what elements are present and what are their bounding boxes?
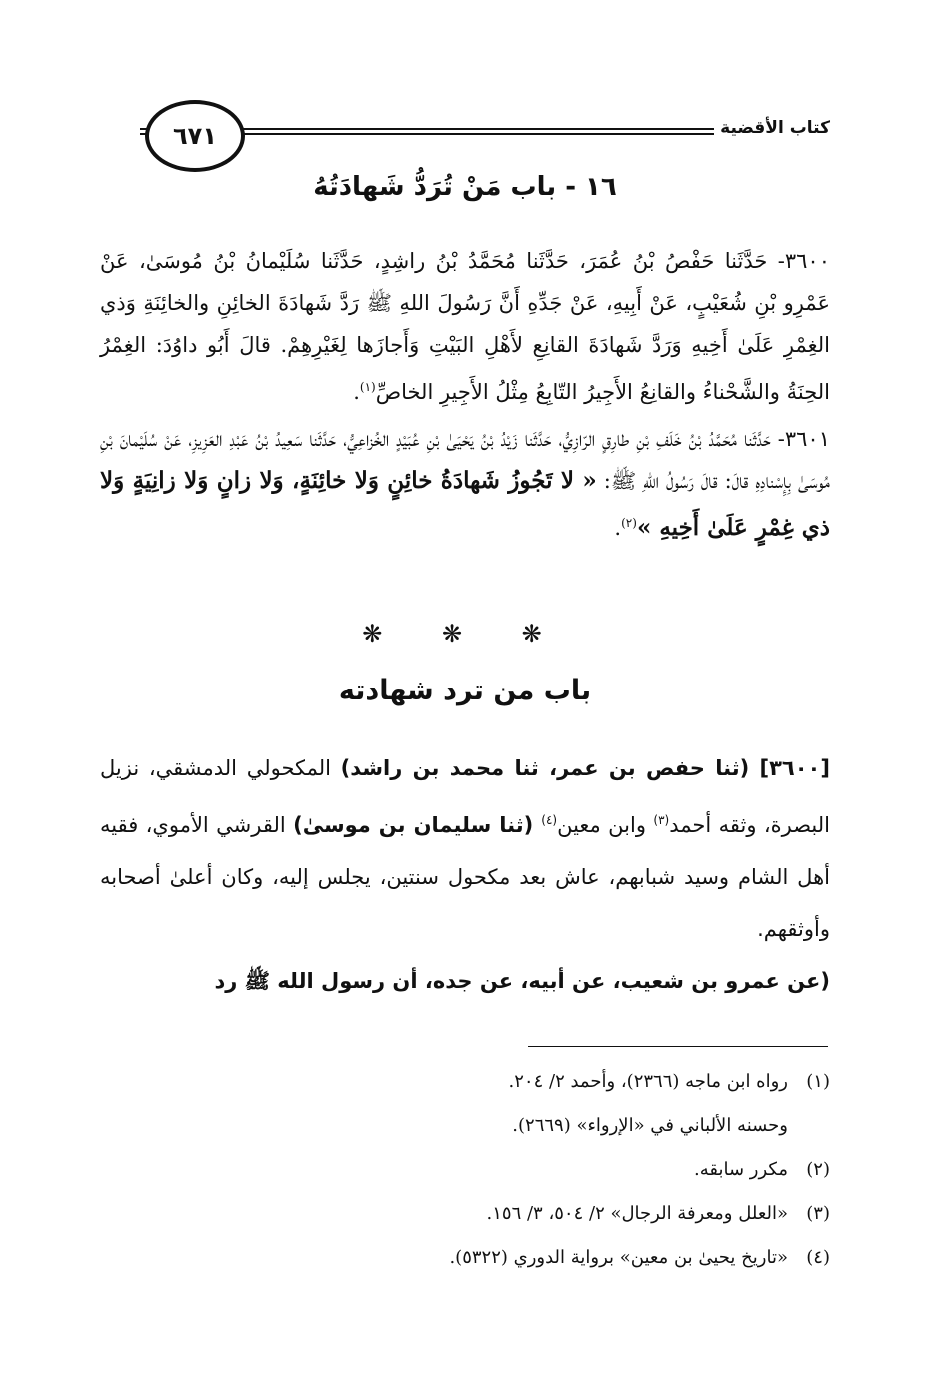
- footnote-4: [100, 1236, 830, 1280]
- footnotes: [100, 1060, 830, 1280]
- footnote-text: مكرر سابقه.: [694, 1159, 788, 1180]
- footnote-text: «تاريخ يحيىٰ بن معين» برواية الدوري (٥٣٢٢).: [449, 1247, 788, 1268]
- footnote-text: «العلل ومعرفة الرجال» ٢/ ٥٠٤، ٣/ ١٥٦.: [486, 1203, 788, 1224]
- page-number: ٦٧١: [145, 100, 245, 172]
- footnote-1-continued: [100, 1104, 830, 1148]
- hadith-3601-quote: « لا تَجُوزُ شَهادَةُ خائِنٍ وَلا خائِنَةٍ، وَلا زانٍ وَلا زانِيَةٍ وَلا ذي غِمْرٍ عَلَىٰ أَخِيهِ »: [100, 467, 830, 541]
- header-book-title: كتاب الأقضية: [714, 118, 830, 138]
- commentary-isnad-3: (عن عمرو بن شعيب، عن أبيه، عن جده، أن رسول الله ﷺ رد: [214, 969, 830, 993]
- footnote-ref-3: (٣): [653, 813, 670, 827]
- chapter-title: ١٦ - باب مَنْ تُرَدُّ شَهادَتُهُ: [313, 172, 617, 202]
- hadith-3600: ٣٦٠٠- حَدَّثَنا حَفْصُ بْنُ عُمَرَ، حَدَّثَنا مُحَمَّدُ بْنُ راشِدٍ، حَدَّثَنا سُلَيْمانُ بْنُ مُوسَىٰ، عَنْ عَمْرِو بْنِ شُعَيْبٍ، عَنْ أَبِيهِ، عَنْ جَدِّهِ أَنَّ رَسُولَ اللهِ ﷺ رَدَّ شَهادَةَ الخائِنِ والخائِنَةِ وَذي الغِمْرِ عَلَىٰ أَخِيهِ وَرَدَّ شَهادَةَ القانِعِ لأَهْلِ البَيْتِ وَأَجازَها لِغَيْرِهِمْ. قالَ أَبُو داوُدَ: الغِمْرُ الحِنَةُ والشَّحْناءُ والقانِعُ الأَجِيرُ التّابِعُ مِثْلُ الأَجِيرِ الخاصِّ$^{(١)}$.: [100, 249, 830, 404]
- footnote-text: وحسنه الألباني في «الإرواء» (٢٦٦٩).: [512, 1115, 788, 1136]
- footnote-ref-1: (١): [359, 380, 376, 394]
- commentary-isnad-2: (ثنا سليمان بن موسىٰ): [293, 813, 542, 837]
- footnote-1: [100, 1060, 830, 1104]
- section-separator: ❋ ❋ ❋: [362, 620, 568, 648]
- footnote-rule: [528, 1046, 828, 1047]
- footnote-3: [100, 1192, 830, 1236]
- commentary-text-b: وابن معين: [557, 813, 654, 837]
- section-title: باب من ترد شهادته: [338, 675, 592, 706]
- running-header: [100, 100, 830, 170]
- footnote-number: (٣): [806, 1203, 830, 1224]
- footnote-text: رواه ابن ماجه (٢٣٦٦)، وأحمد ٢/ ٢٠٤.: [508, 1071, 788, 1092]
- commentary-paragraph-1: [100, 742, 830, 955]
- footnote-number: (١): [806, 1071, 830, 1092]
- hadith-3600-text: ٣٦٠٠- حَدَّثَنا حَفْصُ بْنُ عُمَرَ، حَدَّثَنا مُحَمَّدُ بْنُ راشِدٍ، حَدَّثَنا سُلَيْمانُ بْنُ مُوسَىٰ، عَنْ عَمْرِو بْنِ شُعَيْبٍ، عَنْ أَبِيهِ، عَنْ جَدِّهِ أَنَّ رَسُولَ اللهِ ﷺ رَدَّ شَهادَةَ الخائِنِ والخائِنَةِ وَذي الغِمْرِ عَلَىٰ أَخِيهِ وَرَدَّ شَهادَةَ القانِعِ لأَهْلِ البَيْتِ وَأَجازَها لِغَيْرِهِمْ. قالَ أَبُو داوُدَ: الغِمْرُ الحِنَةُ والشَّحْناءُ والقانِعُ الأَجِيرُ التّابِعُ مِثْلُ الأَجِيرِ الخاصِّ: [100, 249, 830, 404]
- commentary-text-a: المكحولي الدمشقي، نزيل البصرة، وثقه أحمد: [100, 756, 830, 837]
- footnote-number: (٢): [806, 1159, 830, 1180]
- commentary-paragraph-2: [100, 955, 830, 1007]
- hadith-3601: ٣٦٠١- حَدَّثَنا مُحَمَّدُ بْنُ خَلَفِ بْنِ طارِقٍ الرّازِيُّ، حَدَّثَنا زَيْدُ بْنُ يَحْيَىٰ بْنِ عُبَيْدٍ الخُزاعِيُّ، حَدَّثَنا سَعِيدُ بْنُ عَبْدِ العَزِيزِ، عَنْ سُلَيْمانَ بْنِ مُوسَىٰ بِإِسْنادِهِ قالَ: قالَ رَسُولُ اللهِ ﷺ: « لا تَجُوزُ شَهادَةُ خائِنٍ وَلا خائِنَةٍ، وَلا زانٍ وَلا زانِيَةٍ وَلا ذي غِمْرٍ عَلَىٰ أَخِيهِ »$^{(٢)}$.: [100, 427, 830, 541]
- footnote-ref-4: (٤): [541, 813, 558, 827]
- footnote-ref-2: (٢): [621, 516, 637, 530]
- commentary-text-c: القرشي الأموي، فقيه أهل الشام وسيد شبابهم، عاش بعد مكحول سنتين، يجلس إليه، وكان أعلىٰ أصحابه وأوثقهم.: [100, 813, 830, 941]
- footnote-2: [100, 1148, 830, 1192]
- commentary-isnad-1: [٣٦٠٠] (ثنا حفص بن عمر، ثنا محمد بن راشد): [340, 756, 830, 780]
- footnote-number: (٤): [806, 1247, 830, 1268]
- hadith-3601-text: ٣٦٠١- حَدَّثَنا مُحَمَّدُ بْنُ خَلَفِ بْنِ طارِقٍ الرّازِيُّ، حَدَّثَنا زَيْدُ بْنُ يَحْيَىٰ بْنِ عُبَيْدٍ الخُزاعِيُّ، حَدَّثَنا سَعِيدُ بْنُ عَبْدِ العَزِيزِ، عَنْ سُلَيْمانَ بْنِ مُوسَىٰ بِإِسْنادِهِ قالَ: قالَ رَسُولُ اللهِ ﷺ:: [100, 427, 830, 493]
